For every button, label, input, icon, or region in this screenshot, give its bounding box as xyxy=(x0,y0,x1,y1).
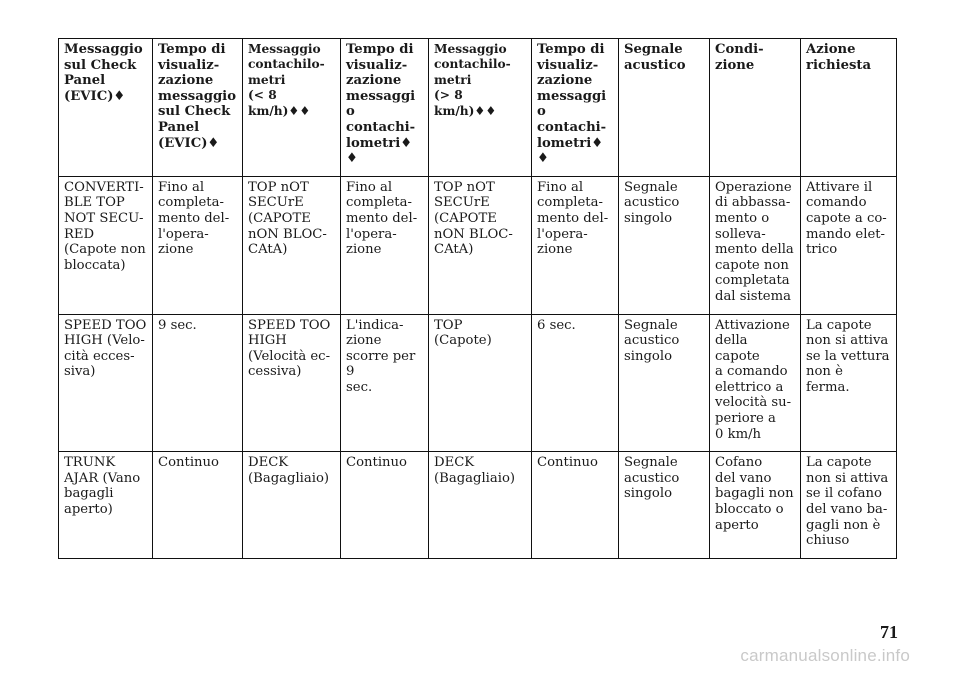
table-row xyxy=(59,452,897,559)
header-evic-display-time: Tempo di visualiz- zazione messaggio sul Check Panel (EVIC)♦ xyxy=(153,39,243,177)
table-cell: TRUNK AJAR (Vano bagagli aperto) xyxy=(59,452,153,559)
table-cell: Fino al completa- mento del- l'opera- zione xyxy=(341,176,429,314)
header-evic-message: Messaggio sul Check Panel (EVIC)♦ xyxy=(59,39,153,177)
table-cell: TOP (Capote) xyxy=(429,314,532,452)
table-cell: 9 sec. xyxy=(153,314,243,452)
table-cell: La capote non si attiva se la vettura non è ferma. xyxy=(801,314,897,452)
table-cell: SPEED TOO HIGH (Velo- cità ecces- siva) xyxy=(59,314,153,452)
watermark: carmanualsonline.info xyxy=(740,646,910,665)
table-cell: Continuo xyxy=(153,452,243,559)
table-cell: 6 sec. xyxy=(532,314,619,452)
table-header-row xyxy=(59,39,897,177)
table-cell: Attivazione della capote a comando elettrico a velocità su- periore a 0 km/h xyxy=(710,314,801,452)
table-cell: CONVERTI- BLE TOP NOT SECU- RED (Capote non bloccata) xyxy=(59,176,153,314)
header-acoustic-signal: Segnale acustico xyxy=(619,39,710,177)
table-cell: Continuo xyxy=(341,452,429,559)
warning-messages-table xyxy=(58,38,897,559)
table-cell: Fino al completa- mento del- l'opera- zione xyxy=(153,176,243,314)
table-cell: Fino al completa- mento del- l'opera- zione xyxy=(532,176,619,314)
header-odometer-display-time-above-8: Tempo di visualiz- zazione messaggio contachi- lometri♦♦ xyxy=(532,39,619,177)
table-cell: SPEED TOO HIGH (Velocità ec- cessiva) xyxy=(243,314,341,452)
table-row xyxy=(59,314,897,452)
table-cell: La capote non si attiva se il cofano del vano ba- gagli non è chiuso xyxy=(801,452,897,559)
table-cell: Segnale acustico singolo xyxy=(619,314,710,452)
header-condition: Condi- zione xyxy=(710,39,801,177)
table-cell: Cofano del vano bagagli non bloccato o aperto xyxy=(710,452,801,559)
table-cell: DECK (Bagagliaio) xyxy=(429,452,532,559)
table-cell: Attivare il comando capote a co- mando elet- trico xyxy=(801,176,897,314)
table-cell: Operazione di abbassa- mento o solleva- mento della capote non completata dal sistema xyxy=(710,176,801,314)
table-cell: L'indica- zione scorre per 9 sec. xyxy=(341,314,429,452)
table-cell: Segnale acustico singolo xyxy=(619,452,710,559)
table-row xyxy=(59,176,897,314)
table-cell: DECK (Bagagliaio) xyxy=(243,452,341,559)
table-cell: Continuo xyxy=(532,452,619,559)
table-cell: TOP nOT SECUrE (CAPOTE nON BLOC- CAtA) xyxy=(243,176,341,314)
header-odometer-display-time-below-8: Tempo di visualiz- zazione messaggio contachi- lometri♦♦ xyxy=(341,39,429,177)
table-cell: TOP nOT SECUrE (CAPOTE nON BLOC- CAtA) xyxy=(429,176,532,314)
table-cell: Segnale acustico singolo xyxy=(619,176,710,314)
page-number: 71 xyxy=(880,622,898,642)
header-required-action: Azione richiesta xyxy=(801,39,897,177)
header-odometer-message-below-8: Messaggio contachilo- metri (< 8 km/h)♦♦ xyxy=(243,39,341,177)
header-odometer-message-above-8: Messaggio contachilo- metri (> 8 km/h)♦♦ xyxy=(429,39,532,177)
